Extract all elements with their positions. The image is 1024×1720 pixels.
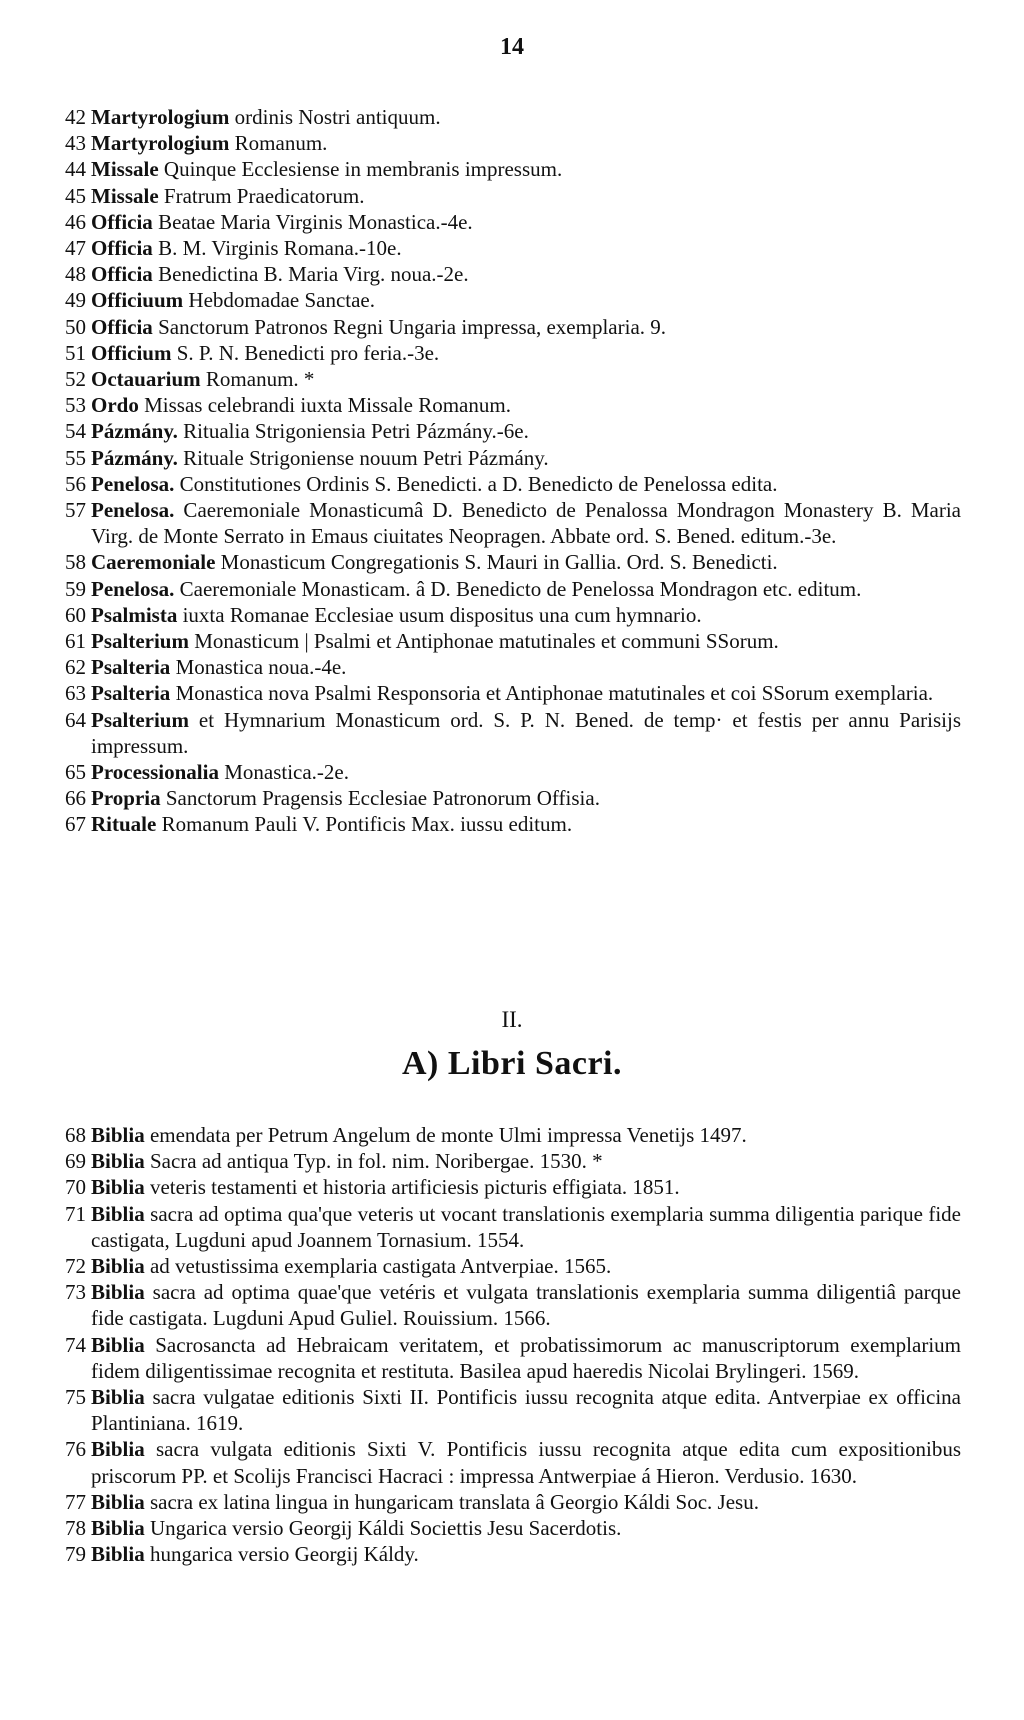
catalog-entry	[65, 785, 961, 811]
entry-keyword: Biblia	[91, 1385, 145, 1410]
catalog-entry	[65, 130, 961, 156]
entry-description: Monastica.-2e.	[218, 760, 349, 785]
catalog-entry	[65, 602, 961, 628]
catalog-entry	[65, 1174, 961, 1200]
entry-number: 62	[65, 655, 86, 680]
entry-keyword: Octauarium	[91, 367, 201, 392]
entry-description: Romanum. *	[200, 367, 315, 392]
entry-number: 52	[65, 367, 86, 392]
entry-description: sacra vulgatae editionis Sixti II. Pontificis iussu recognita atque edita. Antverpiae ex officina Plantiniana. 1619.	[91, 1385, 961, 1436]
catalog-entry	[65, 1279, 961, 1331]
entry-number: 63	[65, 681, 86, 706]
entry-number: 65	[65, 760, 86, 785]
entry-number: 50	[65, 314, 86, 339]
entry-text	[91, 1174, 961, 1200]
entry-keyword: Biblia	[91, 1542, 145, 1567]
catalog-entry	[65, 497, 961, 549]
entry-description: Sanctorum Patronos Regni Ungaria impressa, exemplaria. 9.	[152, 314, 667, 339]
entry-description: hungarica versio Georgij Káldy.	[144, 1542, 419, 1567]
entry-keyword: Officia	[91, 209, 153, 234]
catalog-entry	[65, 707, 961, 759]
entry-description: sacra vulgata editionis Sixti V. Pontificis iussu recognita atque edita cum expositionibus priscorum PP. et Scolijs Francisci Hacraci : impressa Antwerpiae á Hieron. Verdusio. 1630.	[91, 1437, 961, 1488]
page-number-text: 14	[500, 34, 524, 60]
catalog-entry	[65, 1384, 961, 1436]
entry-number: 79	[65, 1542, 86, 1567]
entry-description: Missas celebrandi iuxta Missale Romanum.	[138, 393, 511, 418]
entry-number: 54	[65, 419, 86, 444]
entry-description: Constitutiones Ordinis S. Benedicti. a D. Benedicto de Penelossa edita.	[174, 471, 778, 496]
catalog-entry	[65, 1332, 961, 1384]
entry-text	[91, 418, 961, 444]
entry-text	[91, 156, 961, 182]
entry-keyword: Officia	[91, 314, 153, 339]
entry-description: Romanum.	[229, 131, 328, 156]
entry-keyword: Biblia	[91, 1280, 145, 1305]
catalog-entry	[65, 1253, 961, 1279]
entry-text	[91, 445, 961, 471]
catalog-entry	[65, 235, 961, 261]
entry-number: 56	[65, 471, 86, 496]
entry-keyword: Penelosa.	[91, 471, 175, 496]
entry-text	[91, 576, 961, 602]
entry-description: Sacra ad antiqua Typ. in fol. nim. Noribergae. 1530. *	[144, 1149, 603, 1174]
catalog-entry	[65, 287, 961, 313]
entry-keyword: Biblia	[91, 1516, 145, 1541]
catalog-entry	[65, 628, 961, 654]
entry-number: 76	[65, 1437, 86, 1462]
entry-text	[91, 366, 961, 392]
section-number: II.	[501, 1007, 523, 1032]
catalog-entry	[65, 261, 961, 287]
entry-text	[91, 314, 961, 340]
catalog-entry	[65, 366, 961, 392]
entry-number: 78	[65, 1516, 86, 1541]
entry-text	[91, 811, 961, 837]
catalog-entry	[65, 445, 961, 471]
catalog-entry	[65, 811, 961, 837]
entry-text	[91, 602, 961, 628]
entry-keyword: Biblia	[91, 1332, 145, 1357]
section-title: A) Libri Sacri.	[402, 1045, 622, 1082]
catalog-entry	[65, 1515, 961, 1541]
entry-description: S. P. N. Benedicti pro feria.-3e.	[171, 340, 440, 365]
entry-description: Romanum Pauli V. Pontificis Max. iussu editum.	[156, 812, 573, 837]
catalog-entry	[65, 1122, 961, 1148]
entry-number: 75	[65, 1385, 86, 1410]
entry-keyword: Propria	[91, 786, 161, 811]
entry-description: Monastica noua.-4e.	[170, 655, 347, 680]
catalog-entry	[65, 340, 961, 366]
catalog-entry	[65, 314, 961, 340]
entry-keyword: Biblia	[91, 1175, 145, 1200]
entry-description: Quinque Ecclesiense in membranis impressum.	[158, 157, 563, 182]
catalog-entry	[65, 183, 961, 209]
entry-description: ordinis Nostri antiquum.	[229, 105, 441, 129]
entry-keyword: Psalteria	[91, 655, 171, 680]
catalog-entry	[65, 576, 961, 602]
entry-text	[91, 1253, 961, 1279]
entry-keyword: Pázmány.	[91, 419, 178, 444]
catalog-list-bottom	[65, 1122, 961, 1567]
entry-keyword: Psalteria	[91, 681, 171, 706]
entry-text	[91, 785, 961, 811]
entry-description: Caeremoniale Monasticam. â D. Benedicto de Penelossa Mondragon etc. editum.	[174, 576, 862, 601]
entry-text	[91, 1201, 961, 1253]
catalog-entry	[65, 1541, 961, 1567]
entry-text	[91, 497, 961, 549]
entry-keyword: Biblia	[91, 1437, 145, 1462]
entry-number: 44	[65, 157, 86, 182]
entry-number: 69	[65, 1149, 86, 1174]
entry-description: Ungarica versio Georgij Káldi Societtis Jesu Sacerdotis.	[144, 1516, 622, 1541]
entry-number: 71	[65, 1201, 86, 1226]
entry-text	[91, 340, 961, 366]
entry-number: 48	[65, 262, 86, 287]
entry-keyword: Caeremoniale	[91, 550, 216, 575]
entry-number: 61	[65, 629, 86, 654]
entry-number: 60	[65, 602, 86, 627]
entry-number: 73	[65, 1280, 86, 1305]
entry-number: 77	[65, 1489, 86, 1514]
entry-text	[91, 680, 961, 706]
entry-number: 43	[65, 131, 86, 156]
entry-text	[91, 471, 961, 497]
catalog-entry	[65, 418, 961, 444]
entry-text	[91, 130, 961, 156]
entry-description: iuxta Romanae Ecclesiae usum dispositus una cum hymnario.	[177, 602, 702, 627]
entry-description: sacra ex latina lingua in hungaricam translata â Georgio Káldi Soc. Jesu.	[144, 1489, 759, 1514]
entry-number: 53	[65, 393, 86, 418]
entry-description: et Hymnarium Monasticum ord. S. P. N. Bened. de temp· et festis per annu Parisijs impressum.	[91, 707, 961, 758]
entry-number: 70	[65, 1175, 86, 1200]
entry-text	[91, 1515, 961, 1541]
catalog-entry	[65, 549, 961, 575]
entry-description: Monasticum Congregationis S. Mauri in Gallia. Ord. S. Benedicti.	[215, 550, 778, 575]
entry-keyword: Officia	[91, 262, 153, 287]
entry-description: Fratrum Praedicatorum.	[158, 183, 365, 208]
catalog-list-top	[65, 104, 961, 838]
entry-keyword: Penelosa.	[91, 498, 175, 523]
entry-description: Beatae Maria Virginis Monastica.-4e.	[152, 209, 473, 234]
entry-number: 42	[65, 105, 86, 129]
entry-text	[91, 1489, 961, 1515]
entry-keyword: Psalterium	[91, 707, 189, 732]
entry-description: Ritualia Strigoniensia Petri Pázmány.-6e.	[177, 419, 529, 444]
entry-number: 46	[65, 209, 86, 234]
entry-keyword: Officiuum	[91, 288, 184, 313]
catalog-entry	[65, 209, 961, 235]
catalog-entry	[65, 1148, 961, 1174]
catalog-entry	[65, 759, 961, 785]
catalog-entry	[65, 680, 961, 706]
entry-number: 55	[65, 445, 86, 470]
entry-description: emendata per Petrum Angelum de monte Ulmi impressa Venetijs 1497.	[144, 1123, 747, 1147]
entry-keyword: Officium	[91, 340, 172, 365]
entry-keyword: Biblia	[91, 1489, 145, 1514]
entry-number: 64	[65, 707, 86, 732]
entry-text	[91, 1122, 961, 1148]
entry-number: 72	[65, 1254, 86, 1279]
entry-number: 58	[65, 550, 86, 575]
entry-text	[91, 549, 961, 575]
entry-text	[91, 104, 961, 130]
entry-description: Rituale Strigoniense nouum Petri Pázmány.	[177, 445, 549, 470]
entry-description: Caeremoniale Monasticumâ D. Benedicto de Penalossa Mondragon Monastery B. Maria Virg. de Monte Serrato in Emaus ciuitates Neopragen. Abbate ord. S. Bened. editum.-3e.	[91, 498, 961, 549]
entry-keyword: Psalterium	[91, 629, 189, 654]
entry-description: sacra ad optima qua'que veteris ut vocant translationis exemplaria summa diligentia parique fide castigata, Lugduni apud Joannem Tornasium. 1554.	[91, 1201, 961, 1252]
entry-keyword: Rituale	[91, 812, 157, 837]
entry-keyword: Martyrologium	[91, 105, 230, 129]
entry-text	[91, 759, 961, 785]
entry-number: 49	[65, 288, 86, 313]
catalog-entry	[65, 156, 961, 182]
catalog-entry	[65, 1201, 961, 1253]
entry-description: Hebdomadae Sanctae.	[183, 288, 376, 313]
entry-number: 74	[65, 1332, 86, 1357]
entry-keyword: Pázmány.	[91, 445, 178, 470]
entry-text	[91, 1384, 961, 1436]
entry-description: Sanctorum Pragensis Ecclesiae Patronorum Offisia.	[160, 786, 600, 811]
entry-text	[91, 183, 961, 209]
entry-number: 66	[65, 786, 86, 811]
entry-number: 67	[65, 812, 86, 837]
entry-keyword: Missale	[91, 157, 159, 182]
entry-text	[91, 707, 961, 759]
entry-text	[91, 209, 961, 235]
catalog-entry	[65, 654, 961, 680]
entry-keyword: Biblia	[91, 1254, 145, 1279]
entry-text	[91, 1436, 961, 1488]
catalog-entry	[65, 104, 961, 130]
entry-text	[91, 1279, 961, 1331]
entry-number: 59	[65, 576, 86, 601]
entry-keyword: Missale	[91, 183, 159, 208]
entry-text	[91, 628, 961, 654]
entry-text	[91, 261, 961, 287]
entry-number: 47	[65, 236, 86, 261]
catalog-entry	[65, 1436, 961, 1488]
entry-description: B. M. Virginis Romana.-10e.	[152, 236, 402, 261]
entry-keyword: Martyrologium	[91, 131, 230, 156]
entry-description: sacra ad optima quae'que vetéris et vulgata translationis exemplaria summa diligentiâ parque fide castigata. Lugduni Apud Guliel. Rouissium. 1566.	[91, 1280, 961, 1331]
entry-description: Monastica nova Psalmi Responsoria et Antiphonae matutinales et coi SSorum exemplaria.	[170, 681, 934, 706]
entry-text	[91, 392, 961, 418]
entry-keyword: Biblia	[91, 1201, 145, 1226]
entry-keyword: Processionalia	[91, 760, 219, 785]
entry-number: 57	[65, 498, 86, 523]
entry-keyword: Penelosa.	[91, 576, 175, 601]
page-number	[0, 34, 1024, 61]
entry-number: 68	[65, 1123, 86, 1147]
catalog-entry	[65, 471, 961, 497]
entry-keyword: Ordo	[91, 393, 139, 418]
entry-description: ad vetustissima exemplaria castigata Antverpiae. 1565.	[144, 1254, 612, 1279]
entry-text	[91, 235, 961, 261]
entry-description: veteris testamenti et historia artificiesis picturis effigiata. 1851.	[144, 1175, 680, 1200]
entry-keyword: Psalmista	[91, 602, 178, 627]
entry-text	[91, 1541, 961, 1567]
entry-number: 51	[65, 340, 86, 365]
entry-keyword: Biblia	[91, 1149, 145, 1174]
catalog-entry	[65, 392, 961, 418]
entry-description: Monasticum | Psalmi et Antiphonae matutinales et communi SSorum.	[188, 629, 779, 654]
entry-text	[91, 1148, 961, 1174]
entry-text	[91, 1332, 961, 1384]
entry-description: Sacrosancta ad Hebraicam veritatem, et probatissimorum ac manuscriptorum exemplarium fidem diligentissimae recognita et restituta. Basilea apud haeredis Nicolai Brylingeri. 1569.	[91, 1332, 961, 1383]
entry-text	[91, 654, 961, 680]
entry-keyword: Biblia	[91, 1123, 145, 1147]
catalog-entry	[65, 1489, 961, 1515]
entry-text	[91, 287, 961, 313]
entry-description: Benedictina B. Maria Virg. noua.-2e.	[152, 262, 469, 287]
entry-number: 45	[65, 183, 86, 208]
entry-keyword: Officia	[91, 236, 153, 261]
